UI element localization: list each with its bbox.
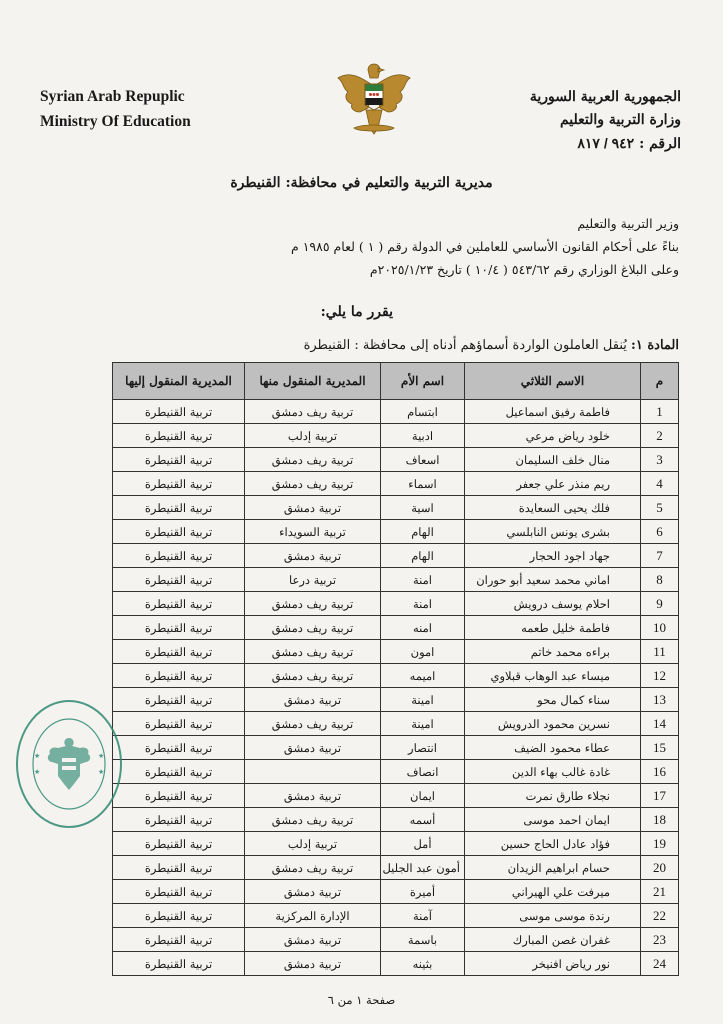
to-directorate: تربية القنيطرة	[113, 496, 245, 520]
reference-number	[530, 132, 681, 156]
from-directorate: تربية درعا	[245, 568, 381, 592]
table-body	[113, 400, 679, 976]
country-name-en: Syrian Arab Repuplic	[40, 88, 185, 105]
row-number: 4	[641, 472, 679, 496]
to-directorate: تربية القنيطرة	[113, 448, 245, 472]
table-row	[113, 904, 679, 928]
from-directorate: تربية ريف دمشق	[245, 400, 381, 424]
employee-name: فاطمة خليل طعمه	[465, 616, 641, 640]
employee-name: ايمان احمد موسى	[465, 808, 641, 832]
row-number: 18	[641, 808, 679, 832]
preamble-minister: وزير التربية والتعليم	[577, 216, 679, 231]
row-number: 8	[641, 568, 679, 592]
row-number: 2	[641, 424, 679, 448]
employee-name: بشرى يونس النابلسي	[465, 520, 641, 544]
table-row	[113, 832, 679, 856]
from-directorate: تربية ريف دمشق	[245, 616, 381, 640]
employee-name: اماني محمد سعيد أبو حوران	[465, 568, 641, 592]
to-directorate: تربية القنيطرة	[113, 640, 245, 664]
svg-text:★: ★	[34, 752, 41, 760]
employee-name: غفران غصن المبارك	[465, 928, 641, 952]
table-row	[113, 616, 679, 640]
header-name: الاسم الثلاثي	[465, 363, 641, 400]
preamble-circular: وعلى البلاغ الوزاري رقم ٥٤٣/٦٢ ( ١٠/٤ ) تاريخ ٢٠٢٥/١/٢٣م	[369, 262, 679, 277]
header-num: م	[641, 363, 679, 400]
row-number: 9	[641, 592, 679, 616]
row-number: 19	[641, 832, 679, 856]
from-directorate: تربية ريف دمشق	[245, 592, 381, 616]
employee-name: منال خلف السليمان	[465, 448, 641, 472]
table-header-row	[113, 363, 679, 400]
employee-name: فاطمة رفيق اسماعيل	[465, 400, 641, 424]
from-directorate: تربية دمشق	[245, 736, 381, 760]
table-row	[113, 592, 679, 616]
mother-name: امنة	[381, 568, 465, 592]
to-directorate: تربية القنيطرة	[113, 760, 245, 784]
decides-heading: يقرر ما يلي:	[320, 304, 393, 320]
mother-name: أسمه	[381, 808, 465, 832]
table-row	[113, 952, 679, 976]
table-row	[113, 880, 679, 904]
reference-value: ٩٤٢ / ٨١٧	[577, 135, 635, 151]
table-row	[113, 448, 679, 472]
mother-name: اسماء	[381, 472, 465, 496]
employee-name: نجلاء طارق نمرت	[465, 784, 641, 808]
to-directorate: تربية القنيطرة	[113, 928, 245, 952]
table-row	[113, 712, 679, 736]
table-row	[113, 760, 679, 784]
to-directorate: تربية القنيطرة	[113, 784, 245, 808]
employee-name: حسام ابراهيم الزيدان	[465, 856, 641, 880]
employee-name: ميساء عبد الوهاب قبلاوي	[465, 664, 641, 688]
from-directorate: تربية دمشق	[245, 952, 381, 976]
mother-name: ابتسام	[381, 400, 465, 424]
page-number: صفحة ١ من ٦	[327, 993, 396, 1007]
employee-name: نسرين محمود الدرويش	[465, 712, 641, 736]
reference-label: الرقم :	[639, 136, 681, 152]
mother-name: اسعاف	[381, 448, 465, 472]
mother-name: امينة	[381, 688, 465, 712]
table-row	[113, 640, 679, 664]
ministry-stamp-icon	[14, 698, 124, 830]
article-text: يُنقل العاملون الواردة أسماؤهم أدناه إلى محافظة : القنيطرة	[303, 338, 627, 353]
from-directorate: تربية ريف دمشق	[245, 448, 381, 472]
mother-name: انتصار	[381, 736, 465, 760]
employee-name: سناء كمال محو	[465, 688, 641, 712]
mother-name: أمون عبد الجليل	[381, 856, 465, 880]
ministry-name-en: Ministry Of Education	[40, 113, 191, 130]
to-directorate: تربية القنيطرة	[113, 568, 245, 592]
from-directorate: تربية دمشق	[245, 688, 381, 712]
from-directorate: تربية دمشق	[245, 928, 381, 952]
employee-name: رندة موسى موسى	[465, 904, 641, 928]
mother-name: الهام	[381, 520, 465, 544]
row-number: 15	[641, 736, 679, 760]
to-directorate: تربية القنيطرة	[113, 688, 245, 712]
table-row	[113, 568, 679, 592]
from-directorate: تربية دمشق	[245, 544, 381, 568]
table-row	[113, 472, 679, 496]
row-number: 13	[641, 688, 679, 712]
to-directorate: تربية القنيطرة	[113, 616, 245, 640]
employee-name: ميرفت علي الهيراني	[465, 880, 641, 904]
employee-name: براءه محمد خاتم	[465, 640, 641, 664]
row-number: 10	[641, 616, 679, 640]
table-row	[113, 424, 679, 448]
row-number: 23	[641, 928, 679, 952]
syrian-eagle-emblem-icon	[332, 56, 416, 140]
mother-name: آمنة	[381, 904, 465, 928]
row-number: 22	[641, 904, 679, 928]
employee-name: ريم منذر علي جعفر	[465, 472, 641, 496]
to-directorate: تربية القنيطرة	[113, 592, 245, 616]
row-number: 20	[641, 856, 679, 880]
to-directorate: تربية القنيطرة	[113, 472, 245, 496]
row-number: 24	[641, 952, 679, 976]
english-header	[40, 84, 191, 134]
row-number: 1	[641, 400, 679, 424]
mother-name: باسمة	[381, 928, 465, 952]
to-directorate: تربية القنيطرة	[113, 736, 245, 760]
table-row	[113, 928, 679, 952]
to-directorate: تربية القنيطرة	[113, 400, 245, 424]
from-directorate: الإدارة المركزية	[245, 904, 381, 928]
country-name-ar: الجمهورية العربية السورية	[529, 89, 681, 105]
header-to: المديرية المنقول إليها	[113, 363, 245, 400]
to-directorate: تربية القنيطرة	[113, 832, 245, 856]
svg-text:★: ★	[98, 768, 105, 776]
mother-name: امينة	[381, 712, 465, 736]
to-directorate: تربية القنيطرة	[113, 424, 245, 448]
from-directorate: تربية ريف دمشق	[245, 472, 381, 496]
employee-name: خلود رياض مرعي	[465, 424, 641, 448]
row-number: 7	[641, 544, 679, 568]
from-directorate: تربية إدلب	[245, 832, 381, 856]
mother-name: ادبية	[381, 424, 465, 448]
mother-name: ايمان	[381, 784, 465, 808]
table-row	[113, 664, 679, 688]
table-row	[113, 496, 679, 520]
mother-name: امنه	[381, 616, 465, 640]
to-directorate: تربية القنيطرة	[113, 544, 245, 568]
svg-text:★: ★	[34, 768, 41, 776]
mother-name: بثينه	[381, 952, 465, 976]
ministry-name-ar: وزارة التربية والتعليم	[559, 112, 681, 128]
preamble	[39, 212, 679, 281]
employee-name: غادة غالب بهاء الدين	[465, 760, 641, 784]
mother-name: الهام	[381, 544, 465, 568]
row-number: 16	[641, 760, 679, 784]
from-directorate: تربية ريف دمشق	[245, 856, 381, 880]
employee-name: جهاد اجود الحجار	[465, 544, 641, 568]
table-row	[113, 736, 679, 760]
to-directorate: تربية القنيطرة	[113, 904, 245, 928]
table-row	[113, 520, 679, 544]
from-directorate: تربية ريف دمشق	[245, 808, 381, 832]
from-directorate: تربية ريف دمشق	[245, 712, 381, 736]
directorate-title: مديرية التربية والتعليم في محافظة: القنيطرة	[230, 175, 493, 191]
transfer-table	[112, 362, 679, 976]
from-directorate: تربية ريف دمشق	[245, 664, 381, 688]
from-directorate: تربية السويداء	[245, 520, 381, 544]
to-directorate: تربية القنيطرة	[113, 880, 245, 904]
table-row	[113, 808, 679, 832]
employee-name: فلك يحيى السعايدة	[465, 496, 641, 520]
header-mother: اسم الأم	[381, 363, 465, 400]
employee-name: عطاء محمود الضيف	[465, 736, 641, 760]
mother-name: امنة	[381, 592, 465, 616]
to-directorate: تربية القنيطرة	[113, 856, 245, 880]
from-directorate	[245, 760, 381, 784]
employee-name: فؤاد عادل الحاج حسين	[465, 832, 641, 856]
row-number: 17	[641, 784, 679, 808]
svg-text:★: ★	[98, 752, 105, 760]
row-number: 21	[641, 880, 679, 904]
mother-name: اميمه	[381, 664, 465, 688]
article-label: المادة ١:	[631, 338, 679, 353]
row-number: 11	[641, 640, 679, 664]
preamble-law: بناءً على أحكام القانون الأساسي للعاملين في الدولة رقم ( ١ ) لعام ١٩٨٥ م	[290, 239, 679, 254]
mother-name: أميرة	[381, 880, 465, 904]
arabic-header	[530, 86, 681, 156]
row-number: 5	[641, 496, 679, 520]
from-directorate: تربية دمشق	[245, 784, 381, 808]
to-directorate: تربية القنيطرة	[113, 520, 245, 544]
mother-name: أمل	[381, 832, 465, 856]
to-directorate: تربية القنيطرة	[113, 808, 245, 832]
row-number: 12	[641, 664, 679, 688]
row-number: 3	[641, 448, 679, 472]
from-directorate: تربية إدلب	[245, 424, 381, 448]
row-number: 14	[641, 712, 679, 736]
header-from: المديرية المنقول منها	[245, 363, 381, 400]
article-1	[304, 338, 679, 353]
table-row	[113, 688, 679, 712]
table-row	[113, 784, 679, 808]
to-directorate: تربية القنيطرة	[113, 664, 245, 688]
to-directorate: تربية القنيطرة	[113, 712, 245, 736]
table-row	[113, 544, 679, 568]
row-number: 6	[641, 520, 679, 544]
employee-name: نور رياض افنيخر	[465, 952, 641, 976]
employee-name: احلام يوسف درويش	[465, 592, 641, 616]
mother-name: اسية	[381, 496, 465, 520]
from-directorate: تربية دمشق	[245, 496, 381, 520]
mother-name: انصاف	[381, 760, 465, 784]
table-row	[113, 400, 679, 424]
to-directorate: تربية القنيطرة	[113, 952, 245, 976]
from-directorate: تربية دمشق	[245, 880, 381, 904]
table-row	[113, 856, 679, 880]
from-directorate: تربية ريف دمشق	[245, 640, 381, 664]
mother-name: امون	[381, 640, 465, 664]
